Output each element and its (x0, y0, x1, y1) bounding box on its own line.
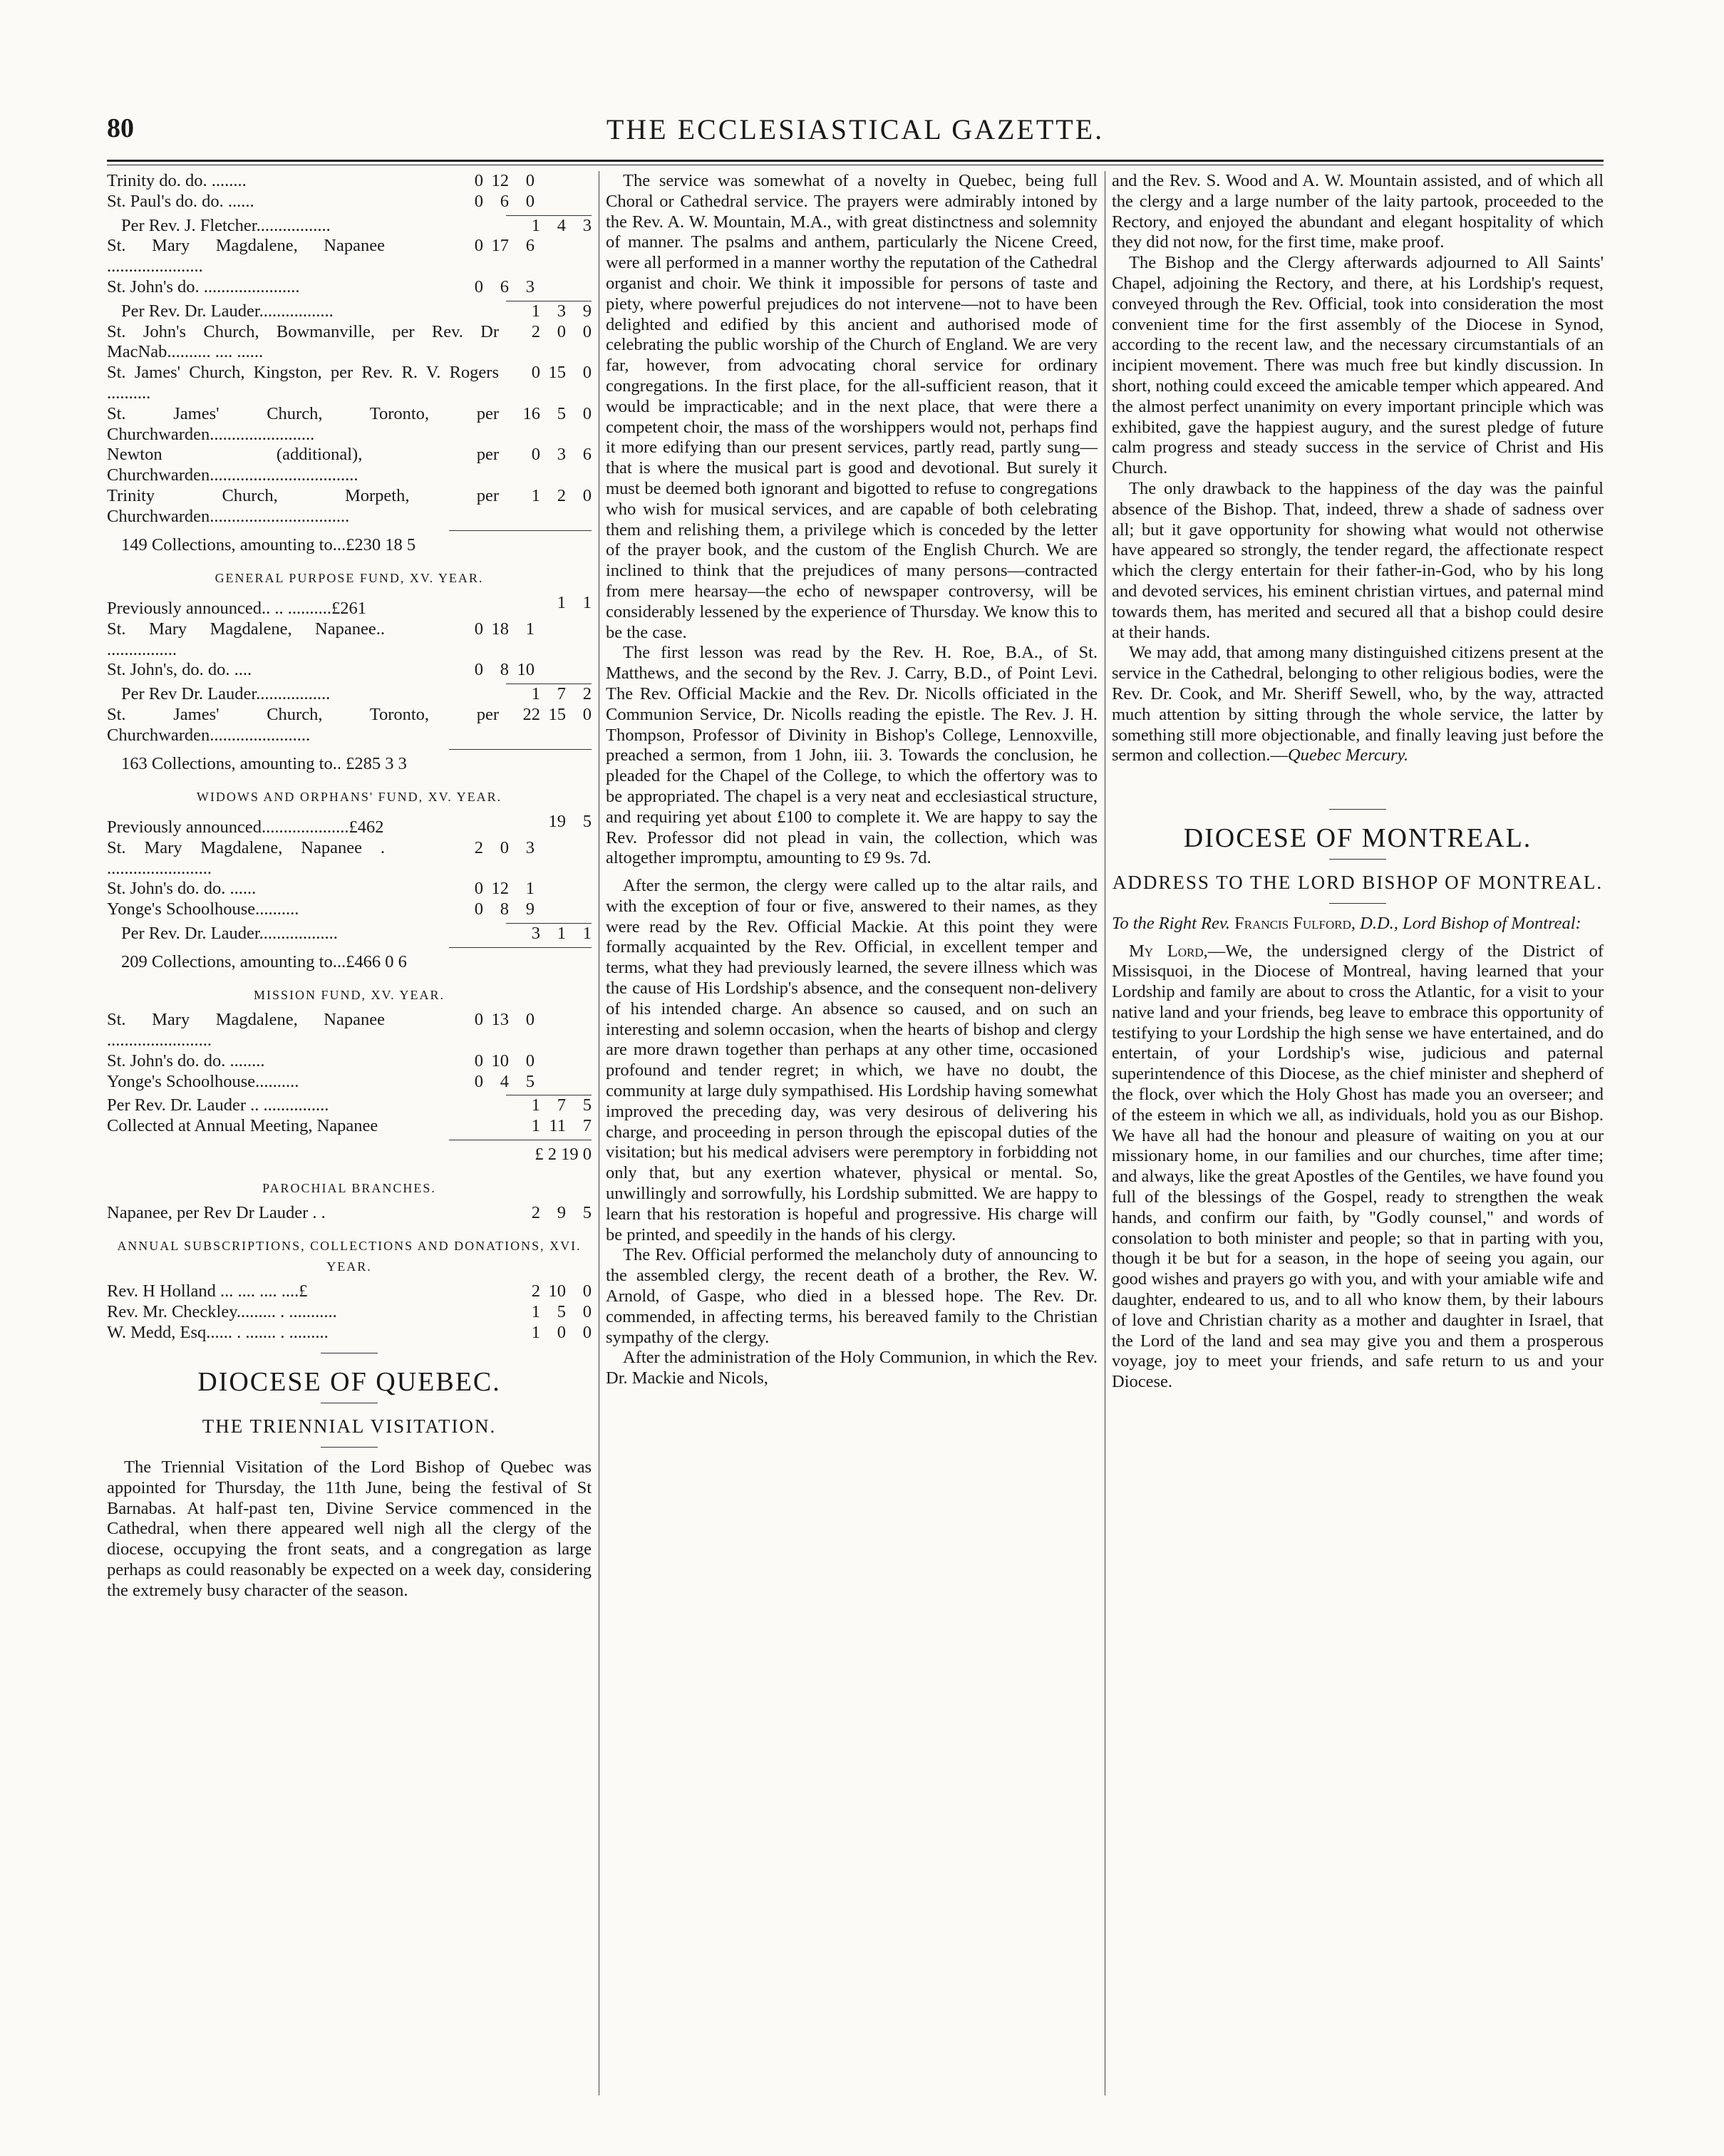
ledger-list (107, 322, 592, 527)
article-paragraph: After the administration of the Holy Communion, in which the Rev. Dr. Mackie and Nicols, (606, 1348, 1098, 1388)
ledger-label: St. Mary Magdalene, Napanee . ........................ (107, 837, 385, 878)
ledger-label: Per Rev Dr. Lauder................. (121, 684, 331, 704)
ledger-row (121, 301, 592, 322)
shillings-value: 1 (557, 593, 566, 613)
pence-value: 1 (582, 593, 592, 613)
pounds-value (515, 812, 540, 832)
diocese-heading: DIOCESE OF MONTREAL. (1183, 823, 1532, 854)
collections-total: 209 Collections, amounting to...£466 0 6 (121, 951, 407, 971)
pence-value: 6 (582, 445, 592, 465)
ledger-row (121, 684, 592, 705)
columns (107, 171, 1604, 2095)
ledger-amount (385, 1072, 592, 1093)
ledger-label: Per Rev. Dr. Lauder................. (121, 301, 334, 321)
shillings-value: 17 (491, 236, 509, 256)
pence-value: 3 (525, 837, 535, 857)
article-paragraph: The Rev. Official performed the melancholy duty of announcing to the assembled clergy, the recent death of a brother, the Rev. W. Arnold, of Gaspe, who died in a blessed hope. The Rev. Dr. commended, in affecting terms, his bereaved family to the Christian sympathy of the clergy. (606, 1245, 1098, 1347)
pounds-value: 0 (474, 619, 483, 639)
ledger-row (107, 1072, 592, 1093)
ledger-label: St. James' Church, Toronto, per Churchwarden....................... (107, 704, 499, 745)
shillings-value: 6 (500, 191, 509, 211)
pence-value: 0 (582, 1301, 592, 1321)
ledger-row (107, 1010, 592, 1051)
ledger-label: St. James' Church, Kingston, per Rev. R. V. Rogers .......... (107, 363, 499, 403)
pence-value: 0 (582, 1322, 592, 1342)
pounds-value: 1 (531, 1301, 540, 1321)
pounds-value: 0 (474, 191, 483, 211)
shillings-value: 12 (491, 171, 509, 190)
ledger-label: Newton (additional), per Churchwarden.................................. (107, 445, 499, 485)
section-heading: WIDOWS AND ORPHANS' FUND, XV. YEAR. (196, 790, 502, 805)
ledger-row (121, 216, 592, 237)
ledger-row (107, 1281, 592, 1302)
ledger-label: Trinity Church, Morpeth, per Churchwarden................................ (107, 485, 499, 526)
ledger-row (107, 1095, 592, 1116)
ledger-list (107, 1010, 592, 1092)
pence-value: 0 (582, 363, 592, 383)
ledger-amount (499, 1116, 592, 1137)
pence-value: 1 (582, 923, 592, 943)
pounds-value: 0 (531, 445, 540, 465)
ledger-row (107, 404, 592, 445)
ledger-label: St. John's Church, Bowmanville, per Rev. Dr MacNab.......... .... ...... (107, 321, 499, 362)
ledger-row (107, 838, 592, 880)
ledger-amount (385, 838, 592, 859)
ledger-amount (499, 1203, 592, 1224)
ledger-row (107, 812, 592, 838)
shillings-value: 0 (557, 321, 566, 341)
ledger-amount (499, 812, 592, 832)
ledger-subtotal (107, 301, 592, 322)
shillings-value: 12 (491, 879, 509, 899)
pounds-value: 0 (474, 879, 483, 899)
section-heading: MISSION FUND, XV. YEAR. (253, 988, 445, 1003)
pence-value: 5 (525, 1071, 535, 1091)
pounds-value: 0 (474, 660, 483, 680)
collections-total: 163 Collections, amounting to.. £285 3 3 (121, 753, 407, 773)
ledger-label: Previously announced....................£462 (107, 817, 384, 837)
pence-value: 2 (582, 684, 592, 704)
pounds-value: 0 (474, 277, 483, 296)
shillings-value: 15 (548, 704, 566, 724)
shillings-value: 4 (500, 1071, 509, 1091)
pounds-value: 1 (531, 1322, 540, 1342)
ledger-amount (385, 192, 592, 212)
ledger-label: St. John's do. ...................... (107, 277, 300, 296)
ledger-amount (385, 1051, 592, 1072)
pence-value: 0 (525, 1010, 535, 1030)
pence-value: 7 (582, 1116, 592, 1136)
ledger-row (107, 445, 592, 486)
ledger-amount (499, 1323, 592, 1343)
article-paragraph: The Triennial Visitation of the Lord Bishop of Quebec was appointed for Thursday, the 11th June, being the festival of St Barnabas. At half-past ten, Divine Service commenced in the Cathedral, when there appeared well nigh all the clergy of the diocese, occupying the front seats, and a congregation as large perhaps as could reasonably be expected on a week day, considering the extremely busy character of the season. (107, 1458, 592, 1600)
ledger-row (107, 1051, 592, 1072)
pounds-value (515, 593, 540, 614)
ledger-label: St. John's, do. do. .... (107, 660, 252, 680)
pence-value: 5 (582, 812, 592, 832)
shillings-value: 0 (500, 837, 509, 857)
ledger-amount (499, 924, 592, 944)
ledger-amount (385, 171, 592, 192)
shillings-value: 18 (491, 619, 509, 639)
ledger-amount (499, 301, 592, 322)
pounds-value: 2 (474, 837, 483, 857)
collections-total: 149 Collections, amounting to...£230 18 5 (121, 535, 416, 555)
salute-to: To the Right Rev. (1112, 913, 1231, 933)
article-paragraph (1112, 643, 1604, 766)
pounds-value: 3 (531, 923, 540, 943)
ledger-row (107, 1203, 592, 1224)
ledger-row (107, 363, 592, 404)
shillings-value: 4 (557, 215, 566, 235)
pence-value: 0 (525, 171, 535, 190)
article-paragraph: The service was somewhat of a novelty in Quebec, being full Choral or Cathedral service. The prayers were admirably intoned by the Rev. A. W. Mountain, M.A., with great distinctness and solemnity of manner. The psalms and anthem, particularly the Nicene Creed, were all performed in a manner worthy the reputation of the Cathedral organist and choir. We think it impossible for persons of taste and piety, where powerful prejudices do not intervene—not to have been delighted and edified by this ancient and authorised mode of celebrating the public worship of the Church of England. We are very far, however, from advocating choral service for ordinary congregations. In the first place, for the all-sufficient reason, that it would be impracticable; and in the next place, that were there a competent choir, the mass of the worshippers would not, perhaps find it more edifying than our present services, partly read, partly sung—that is where the musical part is good and devotional. But surely it must be deemed both ignorant and bigotted to refuse to congregations who wish for musical services, and are capable of both celebrating them and relishing them, a privilege which is conceded by the letter of the prayer book, and the custom of the English Church. We are inclined to think that the prejudices of many persons—contracted from mere hearsay—the echo of newspaper controversy, will be considerably lessened by the experience of Thursday. We know this to be the case. (606, 171, 1098, 642)
pence-value: 1 (525, 879, 535, 899)
pounds-value: 1 (531, 215, 540, 235)
pounds-value: 1 (531, 1116, 540, 1136)
ledger-amount (385, 899, 592, 920)
ledger-amount (499, 1302, 592, 1323)
header-rule (107, 160, 1604, 165)
shillings-value: 9 (557, 1202, 566, 1222)
pounds-value: 1 (531, 301, 540, 321)
shillings-value: 8 (500, 660, 509, 680)
section-heading: ANNUAL SUBSCRIPTIONS, COLLECTIONS AND DONATIONS, XVI. YEAR. (117, 1239, 582, 1274)
ledger-list (107, 236, 592, 297)
pounds-value: 0 (474, 171, 483, 190)
ledger-label: Trinity do. do. ........ (107, 171, 247, 190)
pence-value: 0 (525, 191, 535, 211)
column-article-continued (1112, 171, 1604, 1393)
ledger-amount (499, 684, 592, 705)
pence-value: 3 (582, 215, 592, 235)
ledger-amount (385, 879, 592, 899)
column-accounts (107, 171, 592, 1601)
pounds-value: 0 (474, 899, 483, 919)
ledger-amount (385, 236, 592, 257)
ledger-row (107, 1116, 592, 1137)
pounds-value: 2 (531, 1202, 540, 1222)
ledger-label: St. Mary Magdalene, Napanee ...................... (107, 236, 385, 277)
pence-value: 1 (525, 619, 535, 639)
ledger-amount (499, 1281, 592, 1302)
ledger-label: St. John's do. do. ...... (107, 879, 257, 899)
address-body (1112, 942, 1604, 1393)
ledger-amount (499, 404, 592, 425)
pence-value: 5 (582, 1095, 592, 1115)
ledger-row (107, 486, 592, 527)
ledger-row (107, 236, 592, 277)
ledger-label: Rev. H Holland ... .... .... ....£ (107, 1281, 308, 1301)
pence-value: 0 (582, 485, 592, 505)
address-opening: My Lord (1129, 941, 1204, 961)
article-paragraph: The Bishop and the Clergy afterwards adjourned to All Saints' Chapel, adjoining the Rectory, and there, at his Lordship's request, conveyed through the Rev. Official, took into consideration the most convenient time for the first assembly of the Diocese in Synod, according to the recent law, and the necessary circumstantials of an incipient movement. There was much free but kindly discussion. In short, nothing could exceed the amicable temper which appeared. And the almost perfect unanimity on every important principle which was exhibited, gave the happiest augury, and the surest pledge of future calm progress and steady success in the service of Christ and His Church. (1112, 253, 1604, 478)
ledger-list (107, 1095, 592, 1137)
shillings-value: 5 (557, 403, 566, 423)
gazette-page (107, 107, 1604, 2103)
shillings-value: 10 (548, 1281, 566, 1301)
article-paragraph: The first lesson was read by the Rev. H. Roe, B.A., of St. Matthews, and the second by the Rev. J. Carry, B.D., of Point Levi. The Rev. Official Mackie and the Rev. Dr. Nicolls officiated in the Communion Service, Dr. Nicolls reading the epistle. The Rev. J. H. Thompson, Professor of Divinity in Bishop's College, Lennoxville, preached a sermon, from 1 John, iii. 3. Towards the conclusion, he pleaded for the Chapel of the College, to which the offertory was to be appropriated. The chapel is a very neat and ecclesiastical structure, and requiring yet about £100 to complete it. We are happy to say the Rev. Professor did not plead in vain, the collection, which was altogether impromptu, amounting to £9 9s. 7d. (606, 643, 1098, 868)
mission-total: £ 2 19 0 (535, 1145, 592, 1165)
ledger-list (107, 1203, 592, 1224)
ledger-amount (385, 277, 592, 298)
pence-value: 6 (525, 236, 535, 256)
ledger-label: St. Mary Magdalene, Napanee ........................ (107, 1010, 385, 1051)
page-header (107, 107, 1604, 157)
ledger-list (107, 1281, 592, 1343)
pence-value: 0 (582, 321, 592, 341)
ledger-amount (499, 322, 592, 343)
pounds-value: 1 (531, 684, 540, 704)
pence-value: 0 (582, 403, 592, 423)
salute-name: Francis Fulford (1234, 913, 1351, 933)
article-paragraph: and the Rev. S. Wood and A. W. Mountain assisted, and of which all the clergy and a large number of the laity partook, proceeded to the Rectory, and enjoyed the abundant and elegant hospitality of which they did not now, for the first time, make proof. (1112, 171, 1604, 252)
article-paragraph: After the sermon, the clergy were called up to the altar rails, and with the exception of four or five, answered to their names, as they were read by the Rev. Official Mackie. At this point they were formally acquainted by the Rev. Official, in excellent temper and terms, what they had previously learned, the severe illness which was the cause of His Lordship's absence, and the consequent non-delivery of his intended charge. An absence so caused, and on such an interesting and solemn occasion, when the hearts of bishop and clergy are more drawn together than perhaps at any other time, occasioned profound and tender regret; in which, we have no doubt, the community at large duly sympathised. His Lordship having somewhat improved the preceding day, was very desirous of delivering his charge, and proceeding in person through the episcopal duties of the visitation; but his medical advisers were peremptory in forbidding not only that, but any exertion whatever, physical or mental. So, unwillingly and sorrowfully, his Lordship submitted. We are happy to learn that his restoration is hopeful and progressive. His charge will be printed, and speedily in the hands of his clergy. (606, 876, 1098, 1244)
salute-rest: , D.D., Lord Bishop of Montreal: (1351, 913, 1581, 933)
ledger-row (107, 879, 592, 899)
ledger-row (107, 619, 592, 661)
article-subheading: THE TRIENNIAL VISITATION. (202, 1415, 497, 1438)
pence-value: 10 (517, 660, 535, 680)
shillings-value: 7 (557, 684, 566, 704)
pence-value: 9 (582, 301, 592, 321)
address-text: ,—We, the undersigned clergy of the District of Missisquoi, in the Diocese of Montreal, having learned that your Lordship and family are about to cross the Atlantic, for a visit to your native land and your friends, beg leave to embrace this opportunity of testifying to your Lordship the high sense we have entertained, and do entertain, of your Lordship's wise, judicious and paternal superintendence of this Diocese, as the chief minister and shepherd of the flock, over which the Holy Ghost has made you an overseer; and of the esteem in which we all, as individuals, hold you as our Bishop. We have all had the honour and pleasure of waiting on you at our missionary home, in our families and our churches, time after time; and always, like the great Apostles of the Gentiles, we have found you full of the blessings of the Gospel, ready to strengthen the weak hands, and confirm our faith, by "Godly counsel," and words of consolation to both minister and people; so that in parting with you, though it be but for a season, in the hope of seeing you again, our good wishes and prayers go with you, and with your amiable wife and daughter, endeared to us, and to all who know them, by their labours of love and Christian charity as a mother and daughter in Israel, that the Lord of the land and sea may give you and them a prosperous voyage, joy to meet your friends, and safe return to us and your Diocese. (1112, 941, 1604, 1392)
ledger-row (107, 593, 592, 619)
shillings-value: 0 (557, 1322, 566, 1342)
ledger-row (107, 322, 592, 363)
shillings-value: 5 (557, 1301, 566, 1321)
pounds-value: 22 (522, 704, 540, 724)
ledger-row (107, 277, 592, 298)
pounds-value: 1 (531, 1095, 540, 1115)
ledger-row (107, 899, 592, 920)
page-number: 80 (107, 113, 134, 143)
pence-value: 3 (525, 277, 535, 296)
ledger-amount (499, 445, 592, 465)
ledger-row (107, 1302, 592, 1323)
ledger-subtotal (107, 216, 592, 237)
ledger-amount (499, 593, 592, 614)
article-subheading: ADDRESS TO THE LORD BISHOP OF MONTREAL. (1112, 871, 1604, 893)
ledger-label: Rev. Mr. Checkley......... . ........... (107, 1301, 337, 1321)
pounds-value: 0 (531, 363, 540, 383)
shillings-value: 10 (491, 1051, 509, 1071)
shillings-value: 3 (557, 301, 566, 321)
ledger-label: Per Rev. Dr. Lauder.................. (121, 923, 338, 943)
pounds-value: 0 (474, 236, 483, 256)
source-credit: Quebec Mercury. (1287, 746, 1409, 765)
ledger-label: Per Rev. Dr. Lauder .. ............... (107, 1095, 329, 1115)
ledger-label: St. James' Church, Toronto, per Churchwarden........................ (107, 403, 499, 444)
ledger-label: Per Rev. J. Fletcher................. (121, 215, 331, 235)
pounds-value: 0 (474, 1051, 483, 1071)
ledger-row (121, 924, 592, 944)
shillings-value: 8 (500, 899, 509, 919)
shillings-value: 13 (491, 1010, 509, 1030)
shillings-value: 6 (500, 277, 509, 296)
pence-value: 0 (525, 1051, 535, 1071)
section-heading: PAROCHIAL BRANCHES. (262, 1180, 436, 1195)
pounds-value: 2 (531, 1281, 540, 1301)
ledger-label: St. Mary Magdalene, Napanee.. ................ (107, 619, 385, 659)
shillings-value: 1 (557, 923, 566, 943)
section-heading: GENERAL PURPOSE FUND, XV. YEAR. (215, 571, 484, 586)
ledger-list (107, 593, 592, 681)
pence-value: 0 (582, 1281, 592, 1301)
ledger-row (107, 192, 592, 212)
ledger-row (107, 171, 592, 192)
pence-value: 0 (582, 704, 592, 724)
diocese-heading: DIOCESE OF QUEBEC. (197, 1367, 501, 1398)
pounds-value: 2 (531, 321, 540, 341)
ledger-list (107, 812, 592, 920)
ledger-subtotal (107, 684, 592, 705)
ledger-label: Napanee, per Rev Dr Lauder . . (107, 1202, 326, 1222)
ledger-amount (385, 1010, 592, 1031)
ledger-label: Yonge's Schoolhouse.......... (107, 899, 299, 919)
shillings-value: 11 (549, 1116, 566, 1136)
ledger-label: W. Medd, Esq...... . ....... . ......... (107, 1322, 329, 1342)
pounds-value: 0 (474, 1071, 483, 1091)
pounds-value: 1 (531, 485, 540, 505)
ledger-label: Collected at Annual Meeting, Napanee (107, 1116, 378, 1136)
shillings-value: 3 (557, 445, 566, 465)
column-article (606, 171, 1098, 1389)
ledger-row (107, 660, 592, 681)
ledger-amount (499, 1095, 592, 1116)
newspaper-title: THE ECCLESIASTICAL GAZETTE. (606, 113, 1105, 145)
article-paragraph: The only drawback to the happiness of the day was the painful absence of the Bishop. That, indeed, threw a shade of sadness over all; but it gave opportunity for showing what would not otherwise have appeared so strongly, the tender regard, the affectionate respect which the clergy entertain for their father-in-God, who by his long and devoted services, his eminent christian virtues, and paternal mind towards them, has merited and secured all that a bishop could desire at their hands. (1112, 478, 1604, 642)
ledger-row (107, 1323, 592, 1343)
ledger-amount (385, 619, 592, 640)
ledger-row (107, 705, 592, 746)
pounds-value: 0 (474, 1010, 483, 1030)
shillings-value: 15 (548, 363, 566, 383)
shillings-value: 2 (557, 485, 566, 505)
ledger-amount (385, 660, 592, 681)
ledger-label: Previously announced.. .. ..........£261 (107, 598, 367, 618)
ledger-label: St. John's do. do. ........ (107, 1051, 265, 1071)
ledger-amount (499, 705, 592, 726)
ledger-subtotal (107, 924, 592, 944)
pence-value: 9 (525, 899, 535, 919)
ledger-amount (499, 363, 592, 383)
ledger-amount (499, 486, 592, 507)
ledger-label: St. Paul's do. do. ...... (107, 191, 254, 211)
shillings-value: 7 (557, 1095, 566, 1115)
paragraph-text: We may add, that among many distinguished citizens present at the service in the Cathedral, belonging to other religious bodies, were the Rev. Dr. Cook, and Mr. Sheriff Sewell, who, by the way, attracted much attention by sitting through the whole service, the latter by something still more objectionable, and finally leaving just before the sermon and collection.— (1112, 643, 1604, 765)
shillings-value: 19 (548, 812, 566, 832)
ledger-label: Yonge's Schoolhouse.......... (107, 1071, 299, 1091)
ledger-list (107, 171, 592, 212)
ledger-amount (499, 216, 592, 237)
pounds-value: 16 (522, 403, 540, 423)
ledger-list (107, 705, 592, 746)
pence-value: 5 (582, 1202, 592, 1222)
address-salutation (1112, 914, 1604, 934)
